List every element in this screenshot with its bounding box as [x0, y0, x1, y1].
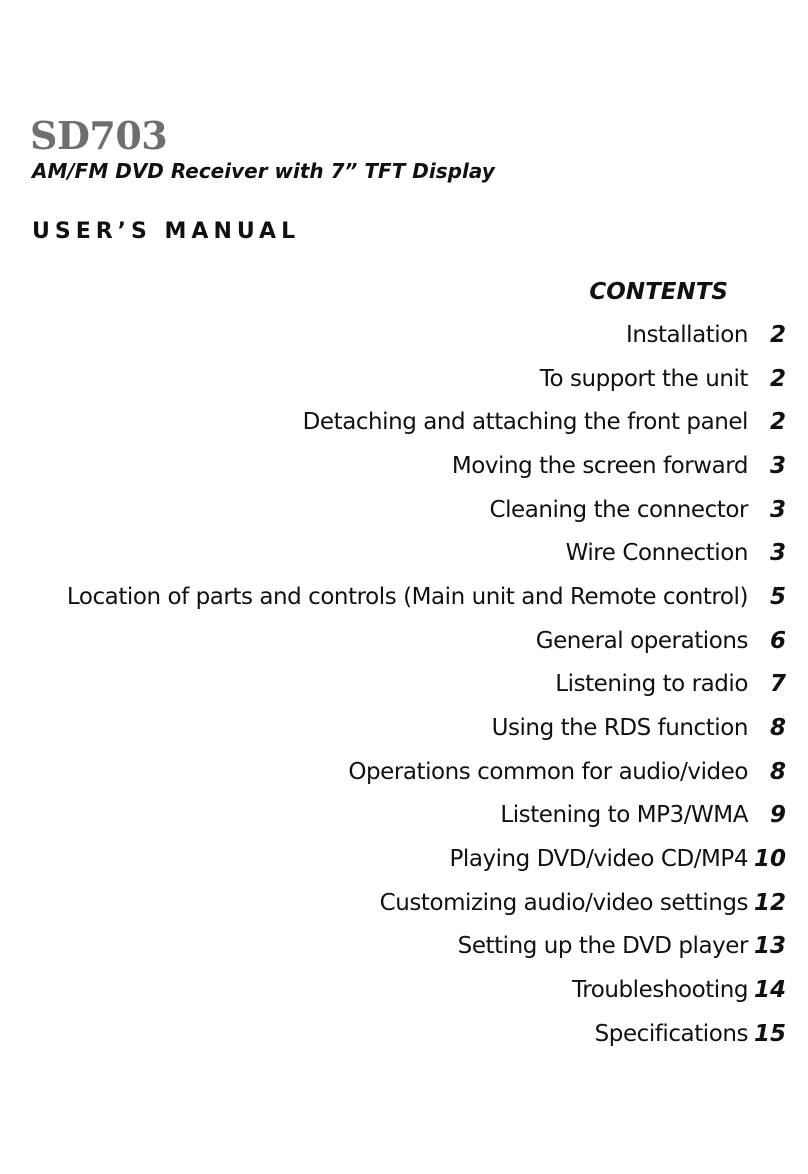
toc-entry-page: 14 — [753, 977, 786, 1004]
toc-entry-title: Wire Connection — [565, 540, 748, 567]
model-number: SD703 — [30, 113, 168, 158]
toc-entry-radio — [0, 663, 808, 707]
toc-entry-support-unit — [0, 357, 808, 401]
toc-entry-general-operations — [0, 619, 808, 663]
toc-entry-title: Operations common for audio/video — [348, 758, 748, 785]
toc-entry-title: Customizing audio/video settings — [379, 889, 748, 916]
toc-entry-page: 12 — [753, 889, 786, 916]
toc-entry-installation — [0, 313, 808, 357]
toc-entry-audio-video-common — [0, 750, 808, 794]
toc-entry-title: Troubleshooting — [572, 977, 748, 1004]
toc-entry-title: Using the RDS function — [491, 715, 748, 742]
toc-entry-title: Listening to MP3/WMA — [500, 802, 748, 829]
toc-entry-page: 7 — [769, 671, 786, 698]
toc-entry-title: To support the unit — [539, 365, 748, 392]
toc-entry-page: 3 — [769, 452, 786, 479]
toc-entry-page: 2 — [769, 409, 786, 436]
toc-entry-title: Setting up the DVD player — [457, 933, 748, 960]
toc-entry-title: Listening to radio — [555, 671, 748, 698]
toc-entry-page: 2 — [769, 321, 786, 348]
toc-entry-mp3-wma — [0, 794, 808, 838]
contents-heading: CONTENTS — [589, 279, 728, 305]
toc-entry-page: 5 — [769, 583, 786, 610]
toc-entry-title: Installation — [626, 321, 748, 348]
toc-entry-page: 3 — [769, 540, 786, 567]
toc-entry-specifications — [0, 1012, 808, 1056]
toc-entry-page: 3 — [769, 496, 786, 523]
table-of-contents — [0, 313, 808, 1056]
toc-entry-av-settings — [0, 881, 808, 925]
toc-entry-title: Location of parts and controls (Main unit and Remote control) — [66, 583, 748, 610]
toc-entry-title: Cleaning the connector — [489, 496, 748, 523]
toc-entry-title: Detaching and attaching the front panel — [302, 409, 748, 436]
toc-entry-page: 2 — [769, 365, 786, 392]
toc-entry-page: 15 — [753, 1020, 786, 1047]
users-manual-label: USER’S MANUAL — [32, 219, 301, 244]
toc-entry-page: 8 — [769, 758, 786, 785]
toc-entry-dvd-playback — [0, 837, 808, 881]
toc-entry-cleaning-connector — [0, 488, 808, 532]
toc-entry-title: Specifications — [594, 1020, 748, 1047]
toc-entry-parts-controls — [0, 575, 808, 619]
toc-entry-page: 10 — [753, 846, 786, 873]
toc-entry-troubleshooting — [0, 968, 808, 1012]
toc-entry-title: General operations — [535, 627, 748, 654]
toc-entry-screen-forward — [0, 444, 808, 488]
toc-entry-page: 9 — [769, 802, 786, 829]
product-subtitle: AM/FM DVD Receiver with 7” TFT Display — [32, 159, 495, 183]
toc-entry-page: 6 — [769, 627, 786, 654]
toc-entry-title: Moving the screen forward — [451, 452, 748, 479]
toc-entry-wire-connection — [0, 531, 808, 575]
toc-entry-title: Playing DVD/video CD/MP4 — [449, 846, 748, 873]
toc-entry-front-panel — [0, 400, 808, 444]
toc-entry-page: 13 — [753, 933, 786, 960]
toc-entry-page: 8 — [769, 715, 786, 742]
toc-entry-rds — [0, 706, 808, 750]
toc-entry-dvd-setup — [0, 925, 808, 969]
